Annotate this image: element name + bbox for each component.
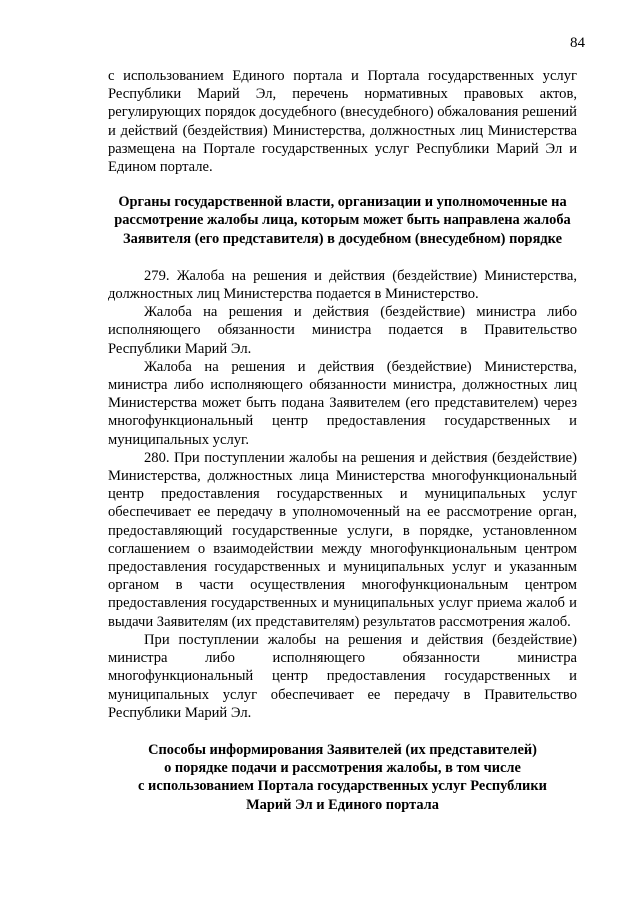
heading-line: с использованием Портала государственных услуг Республики xyxy=(138,778,547,795)
page-number: 84 xyxy=(570,35,585,51)
paragraph-280: 280. При поступлении жалобы на решения и действия (бездействие) Министерства, должностных лица Министерства многофункциональный центр предоставления государственных и муниципальных услуг обеспечивает ее передачу в уполномоченный на ее рассмотрение орган, предоставляющий государственные услуги, в порядке, установленном соглашением о взаимодействии между многофункциональным центром предоставления государственных и муниципальных услуг и указанным органом в части осуществления многофункциональным центром предоставления государственных и муниципальных услуг приема жалоб и выдачи Заявителям (их представителям) результатов рассмотрения жалоб. xyxy=(108,449,577,630)
heading-line: о порядке подачи и рассмотрения жалобы, в том числе xyxy=(164,760,521,777)
page-content xyxy=(108,67,577,814)
paragraph-279-mfc: Жалоба на решения и действия (бездействие) Министерства, министра либо исполняющего обязанности министра, должностных лиц Министерства может быть подана Заявителем (его представителем) через многофункциональный центр предоставления государственных и муниципальных услуг. xyxy=(108,358,577,448)
intro-paragraph: с использованием Единого портала и Портала государственных услуг Республики Марий Эл, перечень нормативных правовых актов, регулирующих порядок досудебного (внесудебного) обжалования решений и действий (бездействия) Министерства, должностных лиц Министерства размещена на Портале государственных услуг Республики Марий Эл и Едином портале. xyxy=(108,68,577,176)
paragraph-279: 279. Жалоба на решения и действия (бездействие) Министерства, должностных лиц Министерства подается в Министерство. xyxy=(108,267,577,303)
paragraph-280-minister: При поступлении жалобы на решения и действия (бездействие) министра либо исполняющего обязанности министра многофункциональный центр предоставления государственных и муниципальных услуг обеспечивает ее передачу в Правительство Республики Марий Эл. xyxy=(108,631,577,721)
section-heading-complaint-bodies: Органы государственной власти, организации и уполномоченные на рассмотрение жалобы лица, которым может быть направлена жалоба Заявителя (его представителя) в досудебном (внесудебном) порядке xyxy=(114,194,571,247)
paragraph-279-minister: Жалоба на решения и действия (бездействие) министра либо исполняющего обязанности министра подается в Правительство Республики Марий Эл. xyxy=(108,304,577,357)
section-heading-informing-methods xyxy=(108,741,577,814)
heading-line: Способы информирования Заявителей (их представителей) xyxy=(148,741,537,758)
heading-line: Марий Эл и Единого портала xyxy=(246,796,439,813)
